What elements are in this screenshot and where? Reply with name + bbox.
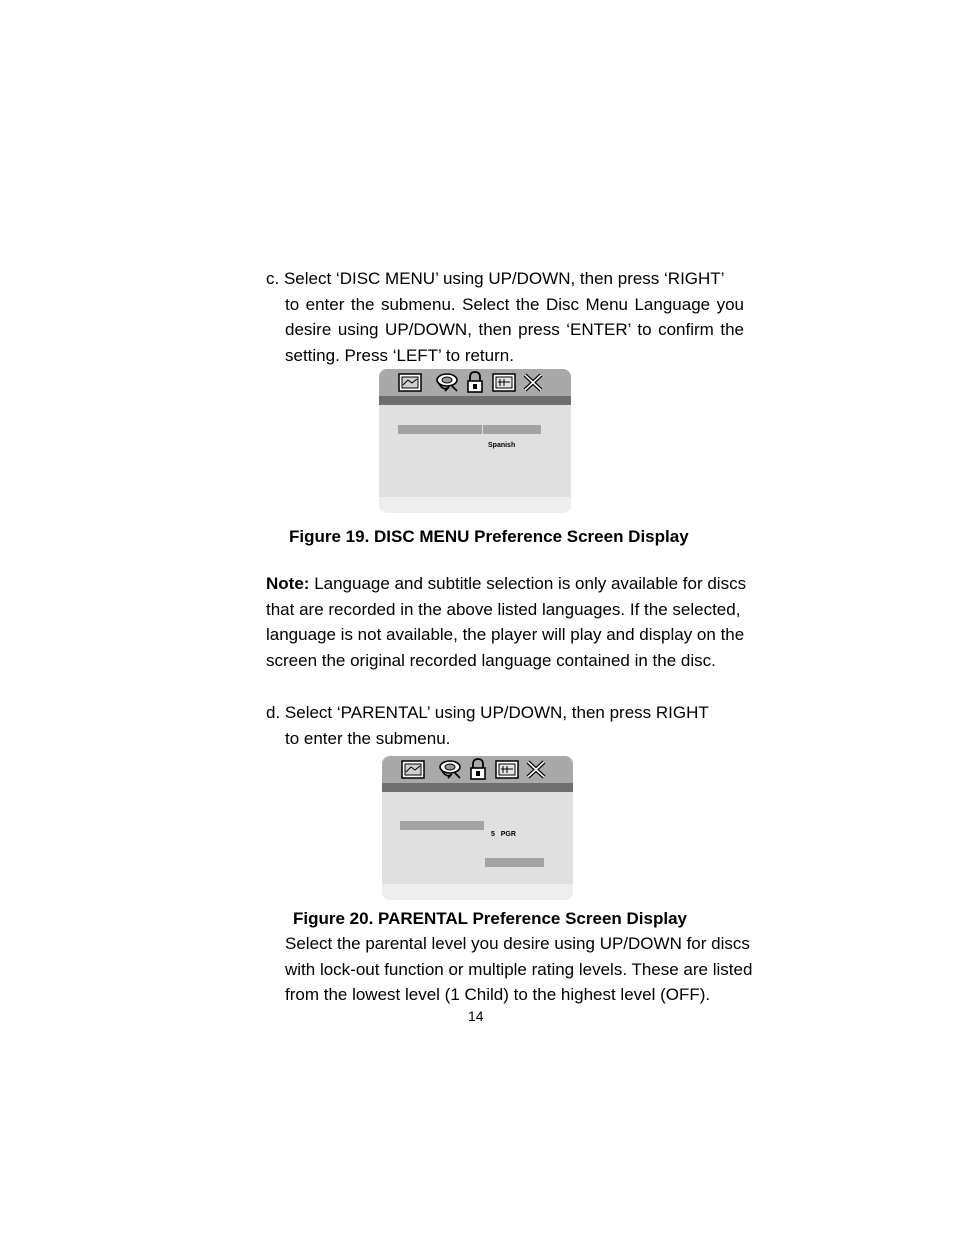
lock-icon <box>469 758 487 780</box>
general-setup-icon <box>398 373 422 392</box>
osd-selected-value: Spanish <box>488 442 516 449</box>
osd-title-bar <box>379 396 571 405</box>
preference-icon <box>495 760 519 779</box>
note-label: Note: <box>266 574 310 593</box>
preference-icon <box>492 373 516 392</box>
disc-menu-osd-screen <box>379 369 571 513</box>
exit-icon <box>526 760 546 779</box>
note-line-3: language is not available, the player will play and display on the <box>266 625 745 645</box>
section-d-text <box>266 700 744 751</box>
section-c-line-1: c. Select ‘DISC MENU’ using UP/DOWN, then press ‘RIGHT’ <box>266 269 725 288</box>
note-line-2: that are recorded in the above listed languages. If the selected, <box>266 599 741 619</box>
figure-20-caption: Figure 20. PARENTAL Preference Screen Display <box>293 909 687 928</box>
note-text <box>266 571 747 673</box>
section-c-line-3: desire using UP/DOWN, then press ‘ENTER’ to confirm the <box>285 320 744 340</box>
audio-setup-icon <box>438 759 462 780</box>
osd-menu-bar-left <box>400 821 484 830</box>
osd-menu-bar-left <box>398 425 482 434</box>
figure-19-caption: Figure 19. DISC MENU Preference Screen Display <box>289 527 689 546</box>
osd-menu-bar-right <box>483 425 541 434</box>
osd-menu-bar-right <box>485 858 544 867</box>
parental-osd-screen <box>382 756 573 900</box>
audio-setup-icon <box>435 372 459 393</box>
section-c-text <box>266 266 744 368</box>
general-setup-icon <box>401 760 425 779</box>
osd-selected-value: 5 PGR <box>491 831 516 838</box>
section-d-line-2: to enter the submenu. <box>285 728 451 748</box>
parental-line-2: with lock-out function or multiple rating levels. These are listed <box>285 959 753 979</box>
exit-icon <box>523 373 543 392</box>
note-line-1: Language and subtitle selection is only available for discs <box>314 574 747 593</box>
parental-text <box>285 931 753 1008</box>
lock-icon <box>466 371 484 393</box>
section-c-line-4: setting. Press ‘LEFT’ to return. <box>285 345 514 365</box>
page-number: 14 <box>468 1008 484 1024</box>
parental-line-1: Select the parental level you desire using UP/DOWN for discs <box>285 934 750 953</box>
parental-line-3: from the lowest level (1 Child) to the highest level (OFF). <box>285 985 711 1005</box>
osd-footer-bar <box>379 497 571 513</box>
section-d-line-1: d. Select ‘PARENTAL’ using UP/DOWN, then press RIGHT <box>266 703 709 722</box>
osd-title-bar <box>382 783 573 792</box>
section-c-line-2: to enter the submenu. Select the Disc Menu Language you <box>285 294 744 314</box>
osd-footer-bar <box>382 884 573 900</box>
note-line-4: screen the original recorded language contained in the disc. <box>266 650 716 670</box>
